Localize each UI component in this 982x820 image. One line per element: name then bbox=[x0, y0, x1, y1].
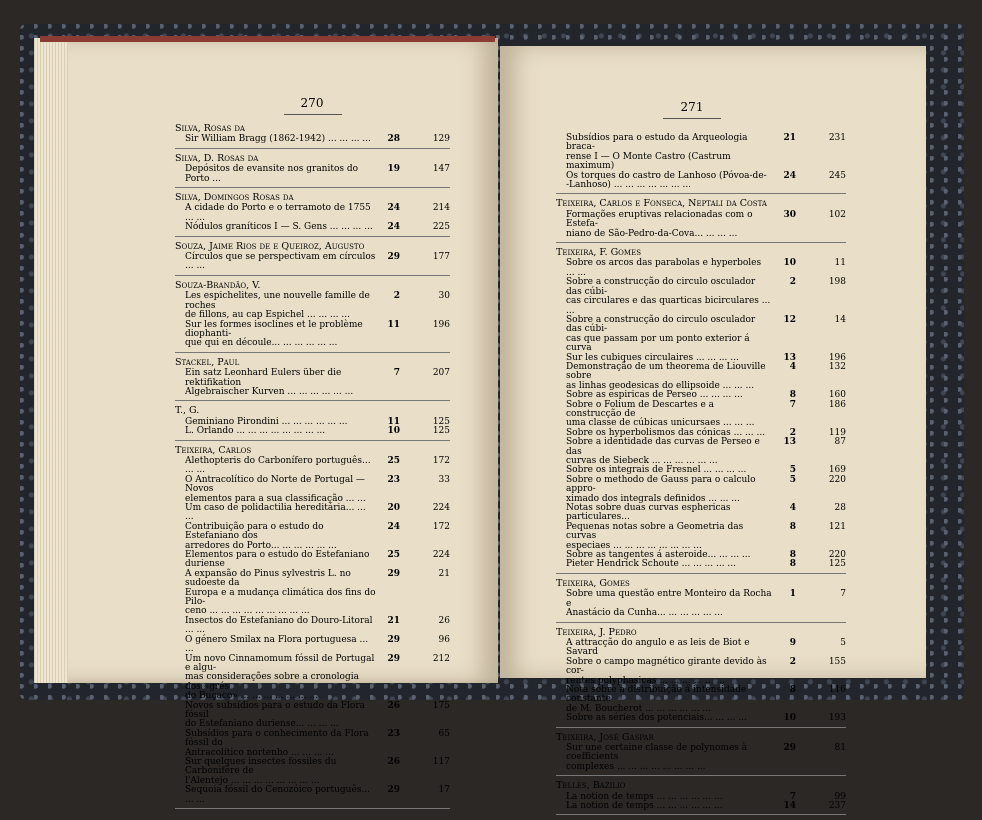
section-divider bbox=[175, 440, 450, 441]
entry-page: 7 bbox=[840, 589, 846, 600]
entry-page: 220 bbox=[828, 550, 846, 561]
entry-volume: 26 bbox=[387, 756, 400, 767]
index-entry bbox=[556, 438, 846, 466]
section-divider bbox=[175, 808, 450, 809]
index-entry bbox=[175, 702, 450, 730]
index-section bbox=[175, 446, 450, 809]
entry-page: 117 bbox=[432, 756, 450, 767]
entry-volume: 23 bbox=[387, 474, 400, 485]
left-page-number: 270 bbox=[300, 96, 324, 110]
entry-title: Os torques do castro de Lanhoso (Póvoa-de- -Lanhoso) ... ... ... ... ... ... ... bbox=[566, 170, 767, 191]
author-heading: Souza-Brandão, V. bbox=[175, 279, 261, 291]
entry-volume: 8 bbox=[789, 684, 796, 695]
index-entry bbox=[556, 639, 846, 658]
entry-page: 5 bbox=[840, 637, 846, 648]
index-entry bbox=[175, 165, 450, 184]
entry-page: 125 bbox=[828, 559, 846, 570]
entry-page: 237 bbox=[828, 801, 846, 811]
entry-title: Sobre uma questão entre Monteiro da Rocha e Anastácio da Cunha... ... ... ... ... ... bbox=[566, 589, 772, 619]
entry-volume: 13 bbox=[783, 437, 796, 448]
entry-title: La notion de temps ... ... ... ... ... ... bbox=[566, 791, 723, 802]
index-entry bbox=[175, 636, 450, 655]
entry-volume: 25 bbox=[387, 550, 400, 561]
author-heading: Silva, D. Rosas da bbox=[175, 152, 259, 164]
entry-title: Sobre a construcção do circulo osculador das cúbi- cas que passam por um ponto exterior á curva bbox=[566, 314, 756, 354]
entry-page: 119 bbox=[828, 427, 846, 438]
section-divider bbox=[175, 352, 450, 353]
index-section bbox=[175, 281, 450, 353]
index-entry bbox=[556, 714, 846, 723]
entry-page: 87 bbox=[834, 437, 846, 448]
entry-volume: 5 bbox=[789, 465, 796, 476]
entry-title: Pieter Hendrick Schoute ... ... ... ... ... bbox=[566, 559, 737, 570]
entry-page: 121 bbox=[828, 521, 846, 532]
entry-volume: 24 bbox=[783, 170, 796, 181]
entry-page: 172 bbox=[432, 521, 450, 532]
index-section bbox=[556, 628, 846, 728]
index-entry bbox=[175, 204, 450, 223]
index-section bbox=[556, 199, 846, 243]
entry-page: 172 bbox=[432, 455, 450, 466]
entry-title: Círculos que se perspectivam em círculos ... ... bbox=[185, 252, 376, 272]
entry-volume: 19 bbox=[387, 164, 400, 175]
index-entry bbox=[175, 758, 450, 786]
entry-page: 26 bbox=[438, 615, 450, 626]
index-entry bbox=[556, 793, 846, 802]
entry-volume: 7 bbox=[789, 399, 796, 410]
author-heading: Teixeira, F. Gomes bbox=[556, 247, 641, 259]
section-divider bbox=[556, 193, 846, 194]
index-section bbox=[175, 358, 450, 402]
entry-page: 193 bbox=[828, 713, 846, 724]
entry-page: 220 bbox=[828, 474, 846, 485]
entry-page: 231 bbox=[828, 133, 846, 143]
index-entry bbox=[556, 259, 846, 278]
entry-volume: 25 bbox=[387, 455, 400, 466]
index-section bbox=[175, 242, 450, 276]
index-entry bbox=[556, 686, 846, 714]
index-entry bbox=[556, 363, 846, 391]
author-heading: T., G. bbox=[175, 405, 200, 417]
entry-title: Sobre as espiricas de Perseo ... ... ... ... bbox=[566, 390, 743, 401]
index-entry bbox=[175, 427, 450, 436]
author-heading: Teixeira, Carlos bbox=[175, 444, 252, 456]
entry-page: 198 bbox=[828, 277, 846, 288]
section-divider bbox=[175, 148, 450, 149]
entry-volume: 8 bbox=[789, 390, 796, 401]
entry-page: 17 bbox=[438, 785, 450, 796]
section-divider bbox=[175, 187, 450, 188]
index-entry bbox=[556, 134, 846, 172]
entry-title: Sir William Bragg (1862-1942) ... ... ... ... bbox=[185, 134, 371, 145]
entry-volume: 10 bbox=[783, 258, 796, 269]
entry-page: 177 bbox=[432, 252, 450, 263]
index-entry bbox=[556, 211, 846, 239]
index-entry bbox=[175, 321, 450, 349]
entry-title: Nódulos graníticos I — S. Gens ... ... ... ... bbox=[185, 222, 373, 233]
index-entry bbox=[556, 590, 846, 618]
entry-page: 81 bbox=[834, 742, 846, 753]
entry-title: Sobre os arcos das parabolas e hyperboles ... ... bbox=[566, 258, 762, 278]
index-entry bbox=[175, 523, 450, 551]
index-entry bbox=[556, 658, 846, 686]
index-entry bbox=[175, 369, 450, 397]
entry-title: A expansão do Pinus sylvestris L. no sudoeste da Europa e a mudança climática dos fins do Pilo- ceno ... ... ... ... ... ... ... ... ... bbox=[185, 568, 376, 617]
entry-page: 11 bbox=[834, 258, 846, 269]
entry-title: Um novo Cinnamomum fóssil de Portugal e algu- mas considerações sobre a cronologia dos «grés do Buçaco» ... ... ... ... ... ... ... bbox=[185, 653, 375, 702]
entry-page: 21 bbox=[438, 568, 450, 579]
index-section bbox=[556, 733, 846, 777]
entry-volume: 12 bbox=[783, 314, 796, 325]
index-entry bbox=[556, 802, 846, 811]
entry-title: Subsídios para o estudo da Arqueologia braca- rense I — O Monte Castro (Castrum maximum) bbox=[566, 133, 748, 172]
right-index-column bbox=[556, 134, 846, 820]
section-divider bbox=[556, 814, 846, 815]
section-divider bbox=[175, 236, 450, 237]
author-heading: Silva, Domingos Rosas da bbox=[175, 192, 294, 204]
author-heading: Teixeira, Carlos e Fonseca, Neptali da Costa bbox=[556, 198, 767, 210]
left-index-column bbox=[175, 124, 450, 814]
entry-volume: 7 bbox=[393, 368, 400, 379]
entry-volume: 10 bbox=[387, 426, 400, 437]
index-entry bbox=[556, 560, 846, 569]
entry-page: 99 bbox=[834, 791, 846, 802]
entry-page: 245 bbox=[828, 170, 846, 181]
left-number-rule bbox=[284, 114, 342, 115]
entry-volume: 2 bbox=[789, 277, 796, 288]
entry-volume: 11 bbox=[387, 416, 400, 427]
entry-page: 129 bbox=[432, 134, 450, 145]
entry-volume: 11 bbox=[387, 319, 400, 330]
entry-title: Sobre os hyperbolismos das cónicas ... ... ... bbox=[566, 427, 766, 438]
entry-page: 33 bbox=[438, 474, 450, 485]
entry-volume: 8 bbox=[789, 521, 796, 532]
index-entry bbox=[556, 278, 846, 316]
author-heading: Telles, Bazilio bbox=[556, 780, 626, 792]
entry-title: Sobre a construcção do circulo osculador das cúbi- cas circulares e das quarticas bicirculares ... ... bbox=[566, 277, 771, 316]
entry-page: 116 bbox=[828, 684, 846, 695]
index-section bbox=[175, 193, 450, 237]
entry-page: 14 bbox=[834, 314, 846, 325]
entry-title: Geminiano Pirondini ... ... ... ... ... ... bbox=[185, 416, 348, 427]
entry-page: 96 bbox=[438, 634, 450, 645]
entry-volume: 8 bbox=[789, 559, 796, 570]
entry-title: Subsídios para o conhecimento da Flora fóssil do Antracolítico nortenho ... ... ... ... bbox=[185, 728, 369, 758]
entry-volume: 29 bbox=[783, 742, 796, 753]
entry-title: Sur une certaine classe de polynomes à coefficients complexes ... ... ... ... ... ... ... ... bbox=[566, 742, 748, 772]
entry-page: 214 bbox=[432, 203, 450, 214]
entry-page: 28 bbox=[834, 503, 846, 514]
index-entry bbox=[175, 223, 450, 232]
section-divider bbox=[175, 275, 450, 276]
index-entry bbox=[175, 135, 450, 144]
entry-title: O Antracolítico do Norte de Portugal — Novos elementos para a sua classificação ... ... bbox=[185, 474, 366, 504]
author-heading: Stackel, Paul bbox=[175, 356, 240, 368]
entry-page: 196 bbox=[432, 319, 450, 330]
entry-volume: 20 bbox=[387, 503, 400, 513]
entry-volume: 29 bbox=[387, 252, 400, 263]
entry-title: Formações eruptivas relacionadas com o Estefa- niano de São-Pedro-da-Cova... ... ... ... bbox=[566, 209, 753, 239]
entry-page: 224 bbox=[432, 550, 450, 561]
entry-title: Sobre os integrais de Fresnel ... ... ... ... bbox=[566, 465, 747, 476]
index-entry bbox=[556, 523, 846, 551]
entry-volume: 29 bbox=[387, 568, 400, 579]
entry-volume: 24 bbox=[387, 222, 400, 233]
entry-title: Depósitos de evansite nos granitos do Porto ... bbox=[185, 164, 359, 184]
right-number-rule bbox=[663, 118, 721, 119]
index-entry bbox=[175, 253, 450, 272]
entry-page: 225 bbox=[432, 222, 450, 233]
section-divider bbox=[556, 727, 846, 728]
entry-page: 196 bbox=[828, 352, 846, 363]
entry-volume: 4 bbox=[789, 503, 796, 514]
entry-volume: 5 bbox=[789, 474, 796, 485]
entry-page: 125 bbox=[432, 426, 450, 437]
section-divider bbox=[556, 242, 846, 243]
entry-title: Novos subsídios para o estudo da Flora fóssil do Estefaniano duriense... ... ... ... bbox=[185, 700, 366, 730]
red-edge bbox=[40, 36, 495, 42]
index-section bbox=[556, 781, 846, 815]
author-heading: Teixeira, J. Pedro bbox=[556, 626, 637, 638]
entry-volume: 8 bbox=[789, 550, 796, 561]
entry-page: 212 bbox=[432, 653, 450, 664]
entry-title: Sur les formes isoclines et le problème diophanti- que qui en découle... ... ... ... ... ... bbox=[185, 319, 363, 349]
entry-volume: 13 bbox=[783, 352, 796, 363]
entry-page: 160 bbox=[828, 390, 846, 401]
author-heading: Teixeira, Gomes bbox=[556, 577, 630, 589]
entry-title: L. Orlando ... ... ... ... ... ... ... ... bbox=[185, 426, 326, 437]
entry-volume: 2 bbox=[789, 656, 796, 667]
entry-title: Um caso de polidactilia hereditária... ... ... bbox=[185, 503, 366, 523]
entry-page: 155 bbox=[828, 656, 846, 667]
entry-title: Nota sobre a distribuição á intensidade constante de M. Boucherot ... ... ... ... ... ... bbox=[566, 684, 747, 714]
entry-title: Insectos do Estefaniano do Douro-Litoral ... ... bbox=[185, 615, 373, 636]
index-entry bbox=[175, 476, 450, 504]
entry-volume: 4 bbox=[789, 361, 796, 372]
entry-page: 30 bbox=[438, 291, 450, 302]
index-section bbox=[556, 579, 846, 623]
author-heading: Teixeira, José Gaspar bbox=[556, 731, 654, 743]
entry-volume: 14 bbox=[783, 801, 796, 811]
entry-title: Sequoia fóssil do Cenozóico português... ... ... bbox=[185, 785, 370, 805]
entry-page: 132 bbox=[828, 361, 846, 372]
author-heading: Souza, Jaime Rios de e Queiroz, Augusto bbox=[175, 240, 365, 252]
entry-page: 186 bbox=[828, 399, 846, 410]
entry-page: 169 bbox=[828, 465, 846, 476]
entry-title: A attracção do angulo e as leis de Biot e Savard bbox=[566, 637, 750, 658]
entry-volume: 23 bbox=[387, 728, 400, 739]
entry-title: Sobre o Folium de Descartes e a construcção de uma classe de cúbicas unicursaes ... ... ... bbox=[566, 399, 755, 429]
index-entry bbox=[175, 570, 450, 617]
index-entry bbox=[556, 476, 846, 504]
entry-title: Notas sobre duas curvas esphericas particulares... bbox=[566, 503, 731, 523]
index-section bbox=[556, 248, 846, 574]
index-entry bbox=[175, 617, 450, 636]
section-divider bbox=[175, 400, 450, 401]
entry-title: Ein satz Leonhard Eulers über die rektifikation Algebraischer Kurven ... ... ... ... ... ... bbox=[185, 368, 354, 397]
entry-page: 102 bbox=[828, 209, 846, 220]
entry-volume: 9 bbox=[789, 637, 796, 648]
entry-title: Sur quelques insectes fossiles du Carbonifère de l'Alentejo ... ... ... ... ... ... ... ... bbox=[185, 756, 337, 786]
entry-title: Sobre o methodo de Gauss para o calculo appro- ximado dos integrals definidos ... ... ... bbox=[566, 474, 756, 504]
section-divider bbox=[556, 622, 846, 623]
entry-title: Pequenas notas sobre a Geometria das curvas especiaes ... ... ... ... ... ... ... ... bbox=[566, 521, 744, 551]
index-section bbox=[175, 154, 450, 188]
index-entry bbox=[175, 504, 450, 523]
entry-title: A cidade do Porto e o terramoto de 1755 ... ... bbox=[185, 203, 371, 223]
index-entry bbox=[556, 744, 846, 772]
entry-volume: 26 bbox=[387, 700, 400, 711]
author-heading: Silva, Rosas da bbox=[175, 123, 245, 134]
entry-page: 207 bbox=[432, 368, 450, 379]
index-section bbox=[175, 124, 450, 149]
entry-title: Les espichelites, une nouvelle famille de roches de fillons, au cap Espichel ... ... ... ... bbox=[185, 291, 370, 321]
index-entry bbox=[175, 457, 450, 476]
entry-title: O género Smilax na Flora portuguesa ... ... bbox=[185, 634, 369, 655]
index-entry bbox=[556, 504, 846, 523]
entry-page: 65 bbox=[438, 728, 450, 739]
entry-volume: 21 bbox=[783, 133, 796, 143]
entry-volume: 24 bbox=[387, 203, 400, 214]
entry-volume: 29 bbox=[387, 653, 400, 664]
entry-volume: 30 bbox=[783, 209, 796, 220]
section-divider bbox=[556, 573, 846, 574]
index-entry bbox=[556, 172, 846, 191]
entry-title: Sur les cubiques circulaires ... ... ... ... bbox=[566, 352, 739, 363]
entry-title: Sobre o campo magnético girante devido às cor- rentes polyphasicas ... ... ... ... ... ... bbox=[566, 656, 767, 686]
entry-volume: 2 bbox=[789, 427, 796, 438]
entry-volume: 21 bbox=[387, 615, 400, 626]
index-section bbox=[175, 406, 450, 440]
index-entry bbox=[175, 730, 450, 758]
entry-volume: 24 bbox=[387, 521, 400, 532]
entry-volume: 10 bbox=[783, 713, 796, 724]
index-entry bbox=[175, 786, 450, 805]
entry-title: Sobre as séries dos potenciais... ... ... ... bbox=[566, 713, 747, 724]
entry-page: 224 bbox=[432, 503, 450, 513]
index-entry bbox=[175, 655, 450, 702]
entry-title: Elementos para o estudo do Estefaniano duriense bbox=[185, 550, 370, 570]
section-divider bbox=[556, 775, 846, 776]
entry-volume: 2 bbox=[393, 291, 400, 302]
entry-page: 125 bbox=[432, 416, 450, 427]
index-entry bbox=[175, 292, 450, 320]
entry-title: Sobre as tangentes á asteroide... ... ... ... bbox=[566, 550, 751, 561]
entry-title: La notion de temps ... ... ... ... ... ... bbox=[566, 801, 723, 811]
index-entry bbox=[175, 551, 450, 570]
entry-page: 175 bbox=[432, 700, 450, 711]
entry-volume: 28 bbox=[387, 134, 400, 145]
right-page-number: 271 bbox=[680, 100, 704, 114]
entry-page: 147 bbox=[432, 164, 450, 175]
index-entry bbox=[556, 401, 846, 429]
page-edges bbox=[34, 38, 68, 683]
entry-title: Demonstração de um theorema de Liouville sobre as linhas geodesicas do ellipsoide ... ... ... bbox=[566, 361, 766, 391]
entry-volume: 7 bbox=[789, 791, 796, 802]
entry-volume: 1 bbox=[789, 589, 796, 600]
index-entry bbox=[556, 316, 846, 354]
entry-volume: 29 bbox=[387, 634, 400, 645]
entry-title: Alethopteris do Carbonífero português... ... ... bbox=[185, 455, 371, 476]
entry-volume: 29 bbox=[387, 785, 400, 796]
index-section bbox=[556, 134, 846, 194]
entry-title: Contribuição para o estudo do Estefaniano dos arredores do Porto... ... ... ... ... ... bbox=[185, 521, 337, 551]
entry-title: Sobre a identidade das curvas de Perseo e das curvas de Siebeck ... ... ... ... ... ... bbox=[566, 437, 760, 466]
